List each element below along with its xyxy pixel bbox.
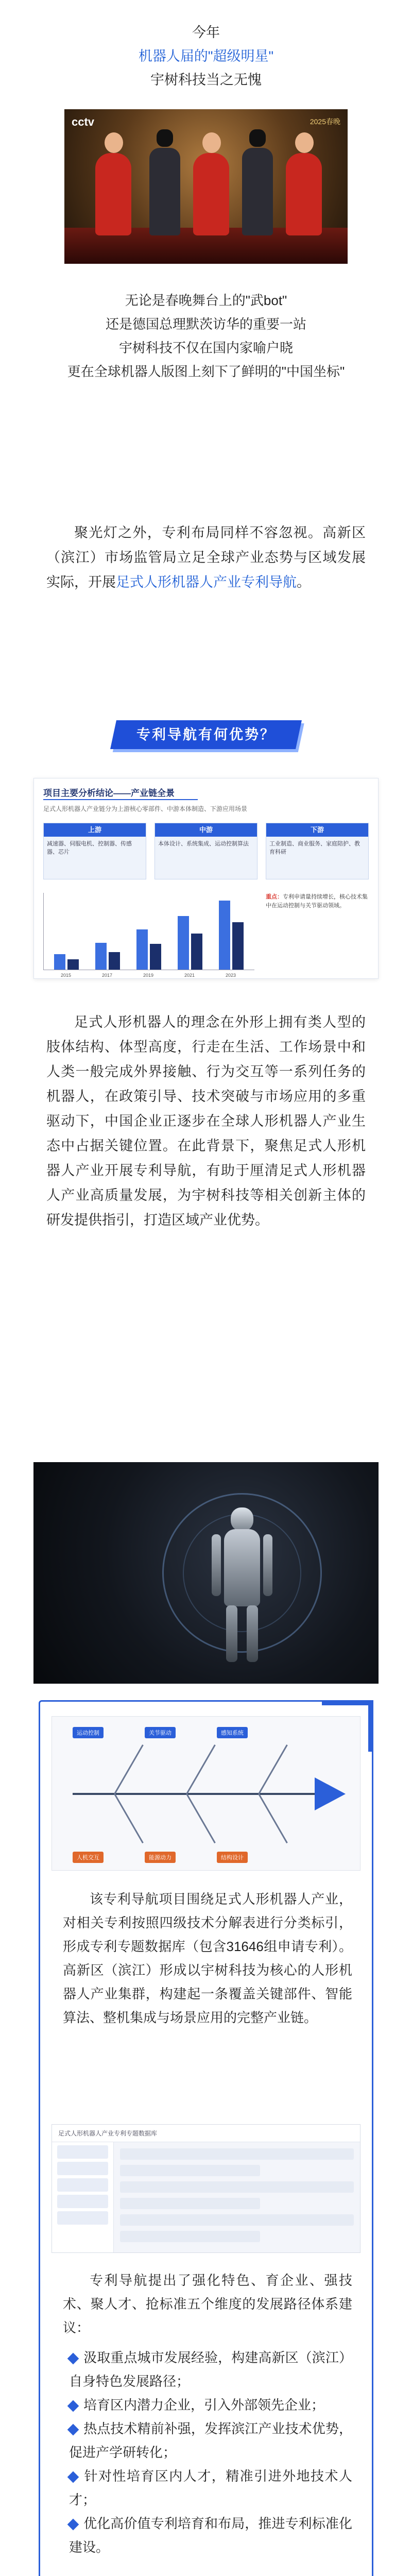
bar-label: 2015 xyxy=(60,973,72,978)
bar xyxy=(54,954,65,970)
bullet-list xyxy=(63,2346,352,2559)
row-placeholder xyxy=(120,2198,260,2209)
sidebar-placeholder xyxy=(57,2195,108,2208)
bullet-item xyxy=(63,2464,352,2512)
channel-logo: cctv xyxy=(72,115,95,128)
robot-leg xyxy=(226,1605,237,1662)
fish-bone xyxy=(114,1793,144,1843)
fishbone-diagram xyxy=(52,1716,360,1871)
database-screenshot xyxy=(52,2124,360,2253)
caption-tag: 2025春晚 xyxy=(310,117,340,126)
diamond-bullet-icon xyxy=(67,2424,79,2436)
robot-figure xyxy=(242,148,273,235)
after-photo-text xyxy=(21,289,391,383)
sidebar-placeholder xyxy=(57,2145,108,2159)
fish-bone xyxy=(114,1744,144,1794)
slide-subtitle: 足式人形机器人产业链分为上游核心零部件、中游本体制造、下游应用场景 xyxy=(43,805,248,812)
humanoid-robot-photo xyxy=(33,1462,379,1684)
fish-bone xyxy=(258,1793,288,1843)
focus-paragraph xyxy=(46,520,366,595)
intro-line: 今年 xyxy=(192,25,220,40)
bar-label: 2017 xyxy=(101,973,113,978)
bullet-text: 热点技术精前补强，发挥滨江产业技术优势，促进产学研转化； xyxy=(69,2421,352,2460)
focus-highlight: 足式人形机器人产业专利导航 xyxy=(116,574,297,590)
navigation-info-panel xyxy=(39,1700,373,2576)
bullet-text: 优化高价值专利培育和布局，推进专利标准化建设。 xyxy=(69,2516,352,2555)
database-title: 足式人形机器人产业专利专题数据库 xyxy=(52,2125,360,2142)
bullet-text: 培育区内潜力企业，引入外部领先企业； xyxy=(83,2397,325,2413)
robot-figure xyxy=(149,148,180,235)
diamond-bullet-icon xyxy=(67,2471,79,2483)
row-placeholder xyxy=(120,2181,354,2193)
sidebar-placeholder xyxy=(57,2162,108,2175)
bullet-text: 针对性培育区内人才，精准引进外地技术人才； xyxy=(69,2468,352,2507)
database-sidebar xyxy=(52,2142,114,2252)
bar xyxy=(109,952,120,970)
bar-label: 2019 xyxy=(143,973,154,978)
bullet-item xyxy=(63,2393,352,2417)
section-banner-label: 专利导航有何优势？ xyxy=(136,727,276,742)
bar xyxy=(232,922,244,970)
chain-body: 本体设计、系统集成、运动控制算法 xyxy=(158,841,249,847)
bullet-item xyxy=(63,2346,352,2393)
intro-block xyxy=(0,21,412,92)
note-tag: 重点： xyxy=(266,894,283,900)
bullet-item xyxy=(63,2512,352,2559)
intro-line: 宇树科技当之无愧 xyxy=(150,72,262,88)
slide-note xyxy=(266,893,369,910)
industry-text: 足式人形机器人的理念在外形上拥有类人型的肢体结构、体型高度，行走在生活、工作场景中和人类一般完成外界接触、行为交互等一系列任务的机器人，在政策引导、技术突破与市场应用的多重驱动下，中国企业正逐步在全球人形机器人产业生态中占据关键位置。在此背景下，聚焦足式人形机器人产业开展专利导航，有助于厘清足式人形机器人产业高质量发展，为宇树科技等相关创新主体的研发提供指引，打造区域产业优势。 xyxy=(46,1014,366,1228)
text-line: 无论是春晚舞台上的"武bot" xyxy=(125,293,287,308)
fish-bone xyxy=(186,1793,216,1843)
bar xyxy=(95,943,107,970)
bar xyxy=(191,934,202,970)
bar xyxy=(67,959,79,970)
bar xyxy=(136,929,148,970)
fish-bone xyxy=(258,1744,288,1794)
row-placeholder xyxy=(120,2165,260,2176)
chain-box-midstream xyxy=(154,823,258,879)
sidebar-placeholder xyxy=(57,2178,108,2192)
industry-paragraph xyxy=(46,1010,366,1232)
row-placeholder xyxy=(120,2148,354,2160)
industry-chain-slide xyxy=(33,778,379,979)
dancer-figure xyxy=(193,153,229,235)
chain-diagram xyxy=(43,823,369,879)
text-line: 还是德国总理默茨访华的重要一站 xyxy=(105,316,306,332)
bar xyxy=(219,901,230,970)
fish-head xyxy=(315,1777,346,1810)
slide-title: 项目主要分析结论——产业链全景 xyxy=(43,786,175,799)
bar xyxy=(178,916,189,970)
fish-tag: 结构设计 xyxy=(217,1852,248,1863)
fish-bone xyxy=(186,1744,216,1794)
bullet-text: 汲取重点城市发展经验，构建高新区（滨江）自身特色发展路径； xyxy=(69,2350,352,2389)
intro-line: 机器人届的"超级明星" xyxy=(138,48,274,64)
dancer-figure xyxy=(286,153,322,235)
panel-text: 该专利导航项目围绕足式人形机器人产业，对相关专利按照四级技术分解表进行分类标引，形成专利专题数据库（包含31646组申请专利）。高新区（滨江）形成以宇树科技为核心的人形机器人产业集群，构建起一条覆盖关键部件、智能算法、整机集成与场景应用的完整产业链。 xyxy=(63,1891,352,2025)
fish-tag: 运动控制 xyxy=(73,1727,104,1738)
panel-text: 专利导航提出了强化特色、育企业、强技术、聚人才、抢标准五个维度的发展路径体系建议： xyxy=(63,2273,352,2335)
fish-tag: 感知系统 xyxy=(217,1727,248,1738)
row-placeholder xyxy=(120,2231,260,2242)
focus-text xyxy=(46,520,366,595)
chain-head: 上游 xyxy=(44,823,146,837)
dancer-figure xyxy=(95,153,131,235)
chain-body: 工业制造、商业服务、家庭陪护、教育科研 xyxy=(269,841,360,855)
spring-festival-photo xyxy=(64,109,348,264)
chain-head: 中游 xyxy=(155,823,257,837)
chain-body: 减速器、伺服电机、控制器、传感器、芯片 xyxy=(47,841,132,855)
database-main xyxy=(120,2148,354,2246)
sidebar-placeholder xyxy=(57,2211,108,2225)
focus-text-a: 聚光灯之外，专利布局同样不容忽视。高新区（滨江）市场监管局立足全球产业态势与区域发展实际，开展 xyxy=(46,525,366,590)
fish-spine xyxy=(73,1793,315,1795)
fish-tag: 能源动力 xyxy=(145,1852,176,1863)
note-text: 专利申请量持续增长，核心技术集中在运动控制与关节驱动领域。 xyxy=(266,894,368,909)
chain-box-downstream xyxy=(266,823,369,879)
text-line: 更在全球机器人版图上刻下了鲜明的"中国坐标" xyxy=(67,364,345,379)
row-placeholder xyxy=(120,2214,354,2226)
panel-paragraph-1 xyxy=(63,1887,352,2029)
fish-tag: 关节驱动 xyxy=(145,1727,176,1738)
section-banner xyxy=(110,720,302,749)
bar xyxy=(150,944,161,970)
panel-paragraph-2 xyxy=(63,2268,352,2340)
diamond-bullet-icon xyxy=(67,2353,79,2365)
robot-head xyxy=(231,1507,253,1531)
chain-box-upstream xyxy=(43,823,146,879)
fish-tag: 人机交互 xyxy=(73,1852,104,1863)
robot-arm xyxy=(212,1534,221,1596)
robot-torso xyxy=(224,1529,260,1606)
diamond-bullet-icon xyxy=(67,2519,79,2531)
focus-text-b: 。 xyxy=(297,574,311,590)
bar-label: 2021 xyxy=(184,973,195,978)
robot-arm xyxy=(263,1534,272,1596)
text-line: 宇树科技不仅在国内家喻户晓 xyxy=(118,340,293,355)
bullet-item xyxy=(63,2417,352,2464)
diamond-bullet-icon xyxy=(67,2400,79,2412)
bar-label: 2023 xyxy=(225,973,236,978)
robot-leg xyxy=(247,1605,258,1662)
chain-head: 下游 xyxy=(266,823,368,837)
bar-illustration xyxy=(43,893,254,978)
